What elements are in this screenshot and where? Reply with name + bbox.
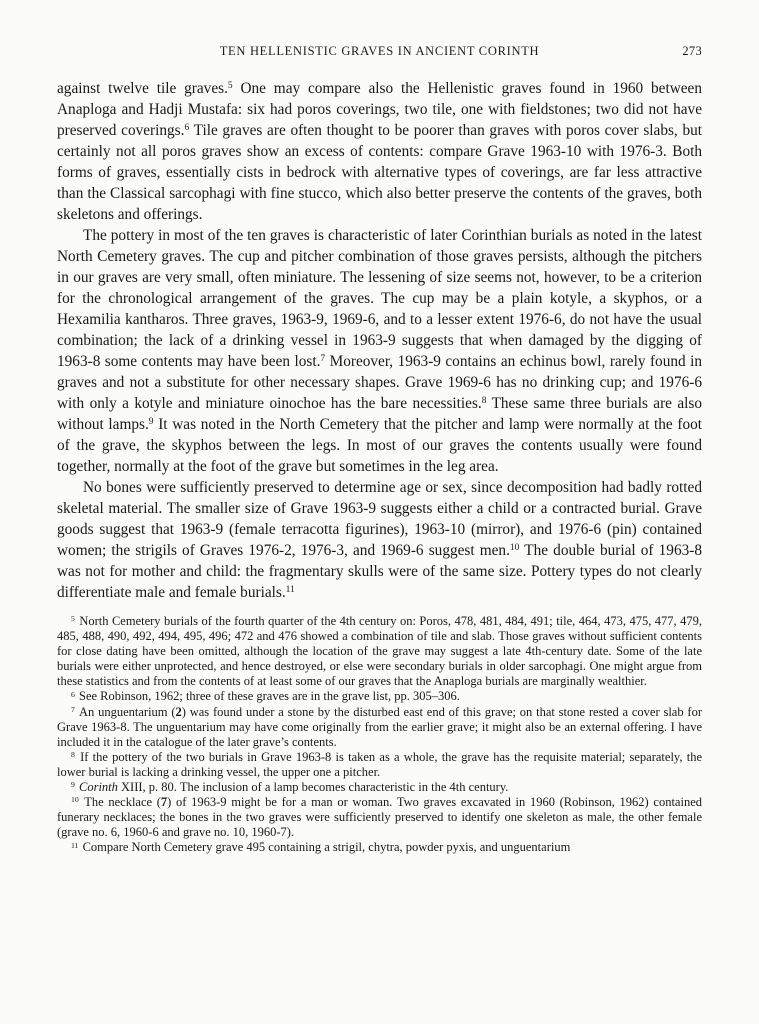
footnote: $^{10}$ The necklace (7) of 1963-9 might be for a man or woman. Two graves excavated in 1960 (Robinson, 1962) contained funerary necklaces; the bones in the two graves were sufficiently preserved to identify one skeleton as male, the other female (grave no. 6, 1960-6 and grave no. 10, 1960-7).: [57, 795, 702, 840]
footnote-reference: 7: [320, 354, 326, 365]
article-title: TEN HELLENISTIC GRAVES IN ANCIENT CORINTH: [219, 44, 540, 58]
footnotes: [57, 614, 702, 856]
footnote-number: 11: [71, 840, 79, 850]
footnote-reference: 9: [148, 417, 154, 428]
footnote-number: 5: [71, 614, 75, 624]
footnote-reference: 6: [184, 123, 190, 134]
footnote-reference: 5: [227, 81, 233, 92]
footnote-reference: 8: [481, 396, 487, 407]
footnote: $^6$ See Robinson, 1962; three of these graves are in the grave list, pp. 305–306.: [71, 689, 460, 704]
footnote: $^{11}$ Compare North Cemetery grave 495 containing a strigil, chytra, powder pyxis, and unguentarium: [71, 840, 571, 855]
footnote-reference: 10: [509, 543, 520, 554]
footnote: $^5$ North Cemetery burials of the fourth quarter of the 4th century on: Poros, 478, 481, 484, 491; tile, 464, 473, 475, 477, 479, 485, 488, 490, 492, 494, 495, 496; 472 and 476 showed a combination of tile and slab. Those graves without sufficient contents for close dating have been omitted, although the location of the grave may suggest a late 4th-century date. Some of the late burials were either unprotected, and hence destroyed, or else were secondary burials in older sarcophagi. One might argue from these statistics and from the contents of at least some of our graves that the Anaploga burials are marginally wealthier.: [57, 614, 702, 689]
body-paragraphs: [57, 78, 702, 603]
footnote-number: 8: [71, 749, 75, 759]
paragraph: against twelve tile graves.$^5$ One may compare also the Hellenistic graves found in 1960 between Anaploga and Hadji Mustafa: six had poros coverings, two tile, one with fieldstones; two did not have preserved coverings.$^6$ Tile graves are often thought to be poorer than graves with poros cover slabs, but certainly not all poros graves show an excess of contents: compare Grave 1963-10 with 1976-3. Both forms of graves, essentially cists in bedrock with alternative types of coverings, are far less attractive than the Classical sarcophagi with fine stucco, which also better preserve the contents of the graves, both skeletons and offerings.: [57, 80, 703, 223]
footnote: $^7$ An unguentarium (2) was found under a stone by the disturbed east end of this grave; on that stone rested a cover slab for Grave 1963-8. The unguentarium may have come originally from the earlier grave; it might also be an external offering. I have included it in the catalogue of the later grave’s contents.: [57, 704, 702, 749]
page-number: 273: [682, 44, 702, 58]
footnote-number: 9: [71, 780, 75, 790]
footnote-number: 7: [71, 704, 75, 714]
paragraph: No bones were sufficiently preserved to determine age or sex, since decomposition had badly rotted skeletal material. The smaller size of Grave 1963-9 suggests either a child or a contracted burial. Grave goods suggest that 1963-9 (female terracotta figurines), 1963-10 (mirror), and 1976-6 (pin) contained women; the strigils of Graves 1976-2, 1976-3, and 1969-6 suggest men.$^{10}$ The double burial of 1963-8 was not for mother and child: the fragmentary skulls were of the same size. Pottery types do not clearly differentiate male and female burials.$^{11}$: [57, 479, 702, 601]
running-head: [57, 44, 702, 59]
footnote-number: 6: [71, 689, 75, 699]
paragraph: The pottery in most of the ten graves is characteristic of later Corinthian burials as noted in the latest North Cemetery graves. The cup and pitcher combination of those graves persists, although the pitchers in our graves are very small, often miniature. The lessening of size seems not, however, to be a criterion for the chronological arrangement of the graves. The cup may be a plain kotyle, a skyphos, or a Hexamilia kantharos. Three graves, 1963-9, 1969-6, and to a lesser extent 1976-6, do not have the usual combination; the lack of a drinking vessel in 1963-9 suggests that when damaged by the digging of 1963-8 some contents may have been lost.$^7$ Moreover, 1963-9 contains an echinus bowl, rarely found in graves and not a substitute for other necessary shapes. Grave 1969-6 has no drinking cup; and 1976-6 with only a kotyle and miniature oinochoe has the bare necessities.$^8$ These same three burials are also without lamps.$^9$ It was noted in the North Cemetery that the pitcher and lamp were normally at the foot of the grave, the skyphos between the legs. In most of our graves the contents usually were found together, normally at the foot of the grave but sometimes in the leg area.: [57, 227, 703, 475]
footnote-reference: 11: [285, 585, 295, 596]
footnote: $^8$ If the pottery of the two burials in Grave 1963-8 is taken as a whole, the grave has the requisite material; separately, the lower burial is lacking a drinking vessel, the upper one a pitcher.: [57, 749, 702, 779]
footnote-number: 10: [71, 795, 79, 805]
footnote: $^9$ Corinth XIII, p. 80. The inclusion of a lamp becomes characteristic in the 4th century.: [71, 780, 509, 795]
